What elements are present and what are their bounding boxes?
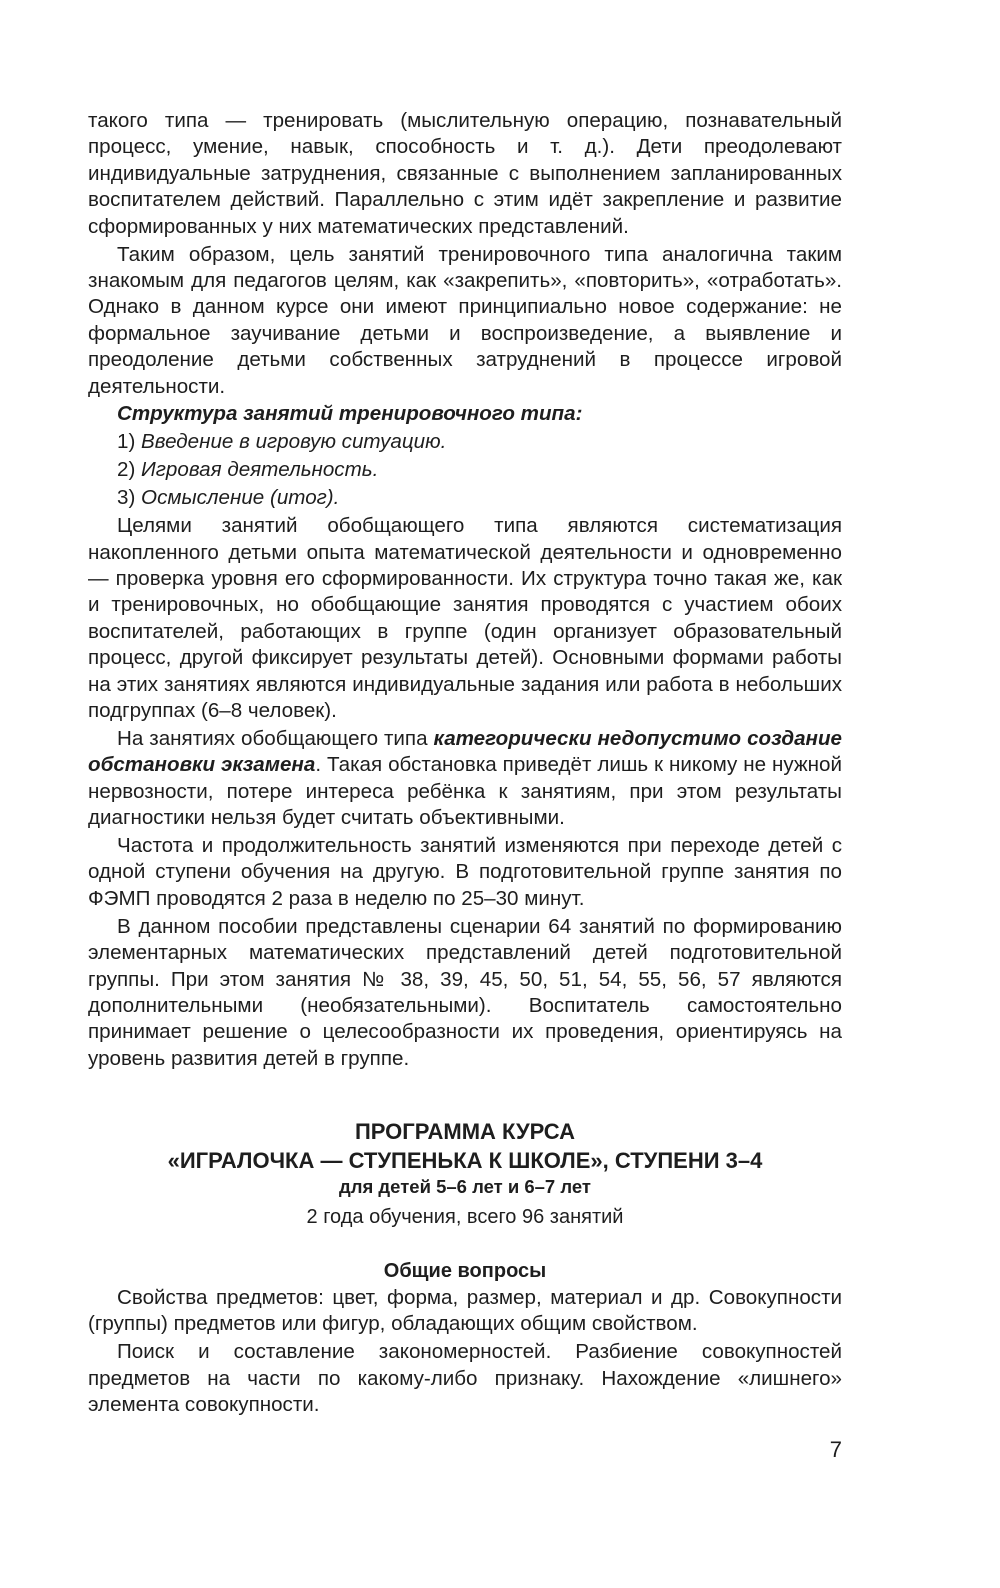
list-item-number: 1): [117, 430, 142, 454]
paragraph-no-exam: [88, 726, 842, 832]
list-item-text: Введение в игровую ситуацию.: [141, 430, 447, 454]
paragraph-properties: Свойства предметов: цвет, форма, размер, материал и др. Совокупности (группы) предметов или фигур, обладающих общим свойством.: [88, 1286, 842, 1336]
list-item: [88, 485, 842, 511]
program-age: для детей 5–6 лет и 6–7 лет: [339, 1176, 591, 1197]
text-run: На занятиях обобщающего типа: [117, 726, 434, 750]
paragraph-patterns: Поиск и составление закономерностей. Разбиение совокупностей предметов на части по какому-либо признаку. Нахождение «лишнего» элемента совокупности.: [88, 1340, 842, 1417]
section-text: [88, 1285, 842, 1420]
list-item: [88, 457, 842, 483]
paragraph-generalizing-goals: Целями занятий обобщающего типа являются систематизация накопленного детьми опыта математической деятельности и одновременно — проверка уровня его сформированности. Их структура точно такая же, как и тренировочных, но обобщающие занятия проводятся с участием обоих воспитателей, работающих в группе (один организует образовательный процесс, другой фиксирует результаты детей). Основными формами работы на этих занятиях являются индивидуальные задания или работа в небольших подгруппах (6–8 человек).: [88, 514, 842, 722]
list-item-text: Осмысление (итог).: [141, 486, 340, 510]
paragraph-training-purpose: Таким образом, цель занятий тренировочного типа аналогична таким знакомым для педагогов целям, как «закрепить», «повторить», «отработать». Однако в данном курсе они имеют принципиально новое содержание: не формальное заучивание детьми и воспроизведение, а выявление и преодоление детьми собственных затруднений в процессе игровой деятельности.: [88, 242, 842, 398]
list-item-number: 3): [117, 486, 142, 510]
page-number: 7: [829, 1437, 842, 1462]
program-title: [88, 1117, 842, 1175]
paragraph-training-goal: такого типа — тренировать (мыслительную операцию, познавательный процесс, умение, навык, способность и т. д.). Дети преодолевают индивидуальные затруднения, связанные с выполнением запланированных воспитателем действий. Параллельно с этим идёт закрепление и развитие сформированных у них математических представлений.: [88, 109, 842, 238]
paragraph-frequency: Частота и продолжительность занятий изменяются при переходе детей с одной ступени обучения на другую. В подготовительной группе занятия по ФЭМП проводятся 2 раза в неделю по 25–30 минут.: [88, 833, 842, 910]
main-text: [88, 108, 842, 1074]
program-title-line: «ИГРАЛОЧКА — СТУПЕНЬКА К ШКОЛЕ», СТУПЕНИ 3–4: [167, 1148, 763, 1173]
list-item-number: 2): [117, 458, 142, 482]
list-item-text: Игровая деятельность.: [141, 458, 379, 482]
structure-heading: Структура занятий тренировочного типа:: [117, 402, 583, 426]
list-item: [88, 429, 842, 455]
text-run: . Такая обстановка приведёт лишь к никому не нужной нервозности, потере интереса ребёнка к занятиям, при этом результаты диагностики нельзя будет считать объективными.: [88, 753, 842, 830]
paragraph-scenarios: В данном пособии представлены сценарии 64 занятий по формированию элементарных математических представлений детей подготовительной группы. При этом занятия № 38, 39, 45, 50, 51, 54, 55, 56, 57 являются дополнительными (необязательными). Воспитатель самостоятельно принимает решение о целесообразности их проведения, ориентируясь на уровень развития детей в группе.: [88, 914, 842, 1070]
section-title: Общие вопросы: [383, 1260, 547, 1282]
program-duration: 2 года обучения, всего 96 занятий: [306, 1206, 624, 1228]
emphasis-text: категорически недопустимо создание обстановки экзамена: [88, 726, 843, 777]
program-title-line: ПРОГРАММА КУРСА: [354, 1119, 576, 1144]
